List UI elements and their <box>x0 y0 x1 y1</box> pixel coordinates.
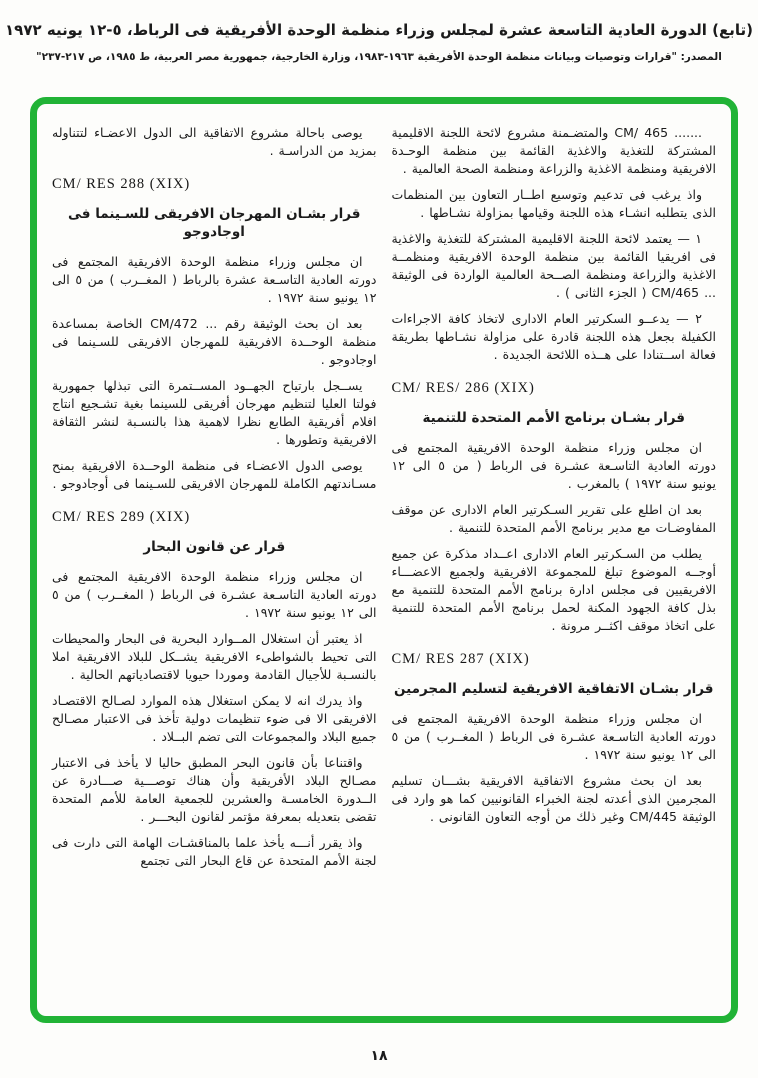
body-paragraph: واذ يقرر أنـــه يأخذ علما بالمناقشـات الهامة التى دارت فى لجنة الأمم المتحدة عن قاع البحار التى تجتمع <box>52 835 377 868</box>
resolution-title: قرار بشـان المهرجان الافريقى للسـينما فى اوجادوجو <box>68 206 361 240</box>
body-paragraph: واذ يدرك انه لا يمكن استغلال هذه الموارد لصـالح الاقتصـاد الافريقى الا فى ضوء تنظيمات دولية تأخذ فى الاعتبار مصـالح جميع البلاد والمجموعات التى تضم البــلاد . <box>52 693 377 744</box>
document-header <box>0 0 758 64</box>
resolution-code: CM/ RES 288 (XIX) <box>52 176 191 192</box>
document-header-title: (تابع) الدورة العادية التاسعة عشرة لمجلس وزراء منظمة الوحدة الأفريقية فى الرباط، ٥-١٢ يونيه ١٩٧٢ <box>5 21 753 39</box>
body-paragraph: ان مجلس وزراء منظمة الوحدة الافريقية المجتمع فى دورته العادية التاسـعة عشرة بالرباط ( المغــرب ) من ٥ الى ١٢ يونيو سنة ١٩٧٢ . <box>52 254 377 305</box>
resolution-code: CM/ RES/ 286 (XIX) <box>391 380 535 396</box>
document-header-source: المصدر: "قرارات وتوصيات وبيانات منظمة الوحدة الأفريقية ١٩٦٣-١٩٨٣، وزارة الخارجية، جمهورية مصر العربية، ط ١٩٨٥، ص ٢١٧-٢٣٧" <box>36 51 722 63</box>
body-paragraph: ان مجلس وزراء منظمة الوحدة الافريقية المجتمع فى دورته العادية التاسـعة عشـرة فى الرباط ( المغــرب ) من ٥ الى ١٢ يونيو سنة ١٩٧٢ . <box>391 711 716 762</box>
body-paragraph: بعد ان بحث الوثيقة رقم ... CM/472 الخاصة بمساعدة منظمة الوحــدة الافريقية للمهرجان الافريقى للسـينما فى اوجادوجو . <box>52 316 377 367</box>
body-paragraph: واقتناعا بأن قانون البحر المطبق حاليا لا يأخذ فى الاعتبار مصـالح البلاد الأفريقية وأن هناك توصـــية صـــادرة عن الــدورة الخامسـة والعشرين للجمعية العامة للأمم المتحدة تقضى بتعديله بمعرفة مؤتمر لقانون البحـــر . <box>52 755 377 824</box>
resolution-title: قرار عن قانون البحار <box>143 539 286 555</box>
resolution-code: CM/ RES 289 (XIX) <box>52 509 191 525</box>
body-paragraph: بعد ان اطلع على تقرير السـكرتير العام الادارى عن موقف المفاوضـات مع مدير برنامج الأمم المتحدة للتنمية . <box>391 502 716 535</box>
body-paragraph: يطلب من السـكرتير العام الادارى اعــداد مذكرة عن جميع أوجــه الموضوع تبلغ للمجموعة الافريقية ولجميع الاعضـــاء الافريقيين فى مجلس ادارة برنامج الأمم المتحدة للتنمية مع بذل كافة الجهود المكنة لحمل برنامج الأمم المتحدة للتنمية على اتخاذ موقف اكثــر مرونة . <box>391 546 716 633</box>
column-right <box>392 124 717 1008</box>
page-number: ١٨ <box>370 1048 388 1064</box>
resolution-code: CM/ RES 287 (XIX) <box>391 651 530 667</box>
body-paragraph: بعد ان بحث مشروع الاتفاقية الافريقية بشـــان تسليم المجرمين الذى أعدته لجنة الخبراء القانونيين كما هو وارد فى الوثيقة CM/445 وغير ذلك من أوجه التعاون القانونى . <box>391 773 716 824</box>
body-paragraph: يســجل بارتياح الجهــود المســتمرة التى تبذلها جمهورية فولتا العليا لتنظيم مهرجان أفريقى للسينما بغية تشـجيع انتاج افلام أفريقية الطابع نظرا لاهمية هذا بالنسـبة لنشر الثقافة الافريقية وتطورها . <box>52 378 377 447</box>
body-paragraph: ٢ — يدعــو السكرتير العام الادارى لاتخاذ كافة الاجراءات الكفيلة بجعل هذه اللجنة قادرة على مزاولة نشـاطها بطريقة فعالة اســتنادا على هــذه اللائحة الجديدة . <box>391 311 716 362</box>
body-paragraph: ١ — يعتمد لائحة اللجنة الاقليمية المشتركة للتغذية والاغذية فى افريقيا القائمة بين منظمة الوحدة الافريقية ومنظمــة الاغذية والزراعة ومنظمة الصــحة العالمية الواردة فى الوثيقة ... CM/465 ( الجزء الثانى ) . <box>391 231 716 300</box>
resolution-title: قرار بشـان برنامج الأمم المتحدة للتنمية <box>422 410 686 426</box>
resolution-title: قرار بشـان الاتفاقية الافريقية لتسليم المجرمين <box>394 681 714 697</box>
green-border-frame <box>30 97 738 1023</box>
body-paragraph: اذ يعتبر أن استغلال المــوارد البحرية فى البحار والمحيطات التى تحيط بالشواطىء الافريقية يشــكل للبلاد الافريقية املا بالنسـبة للأجيال القادمة وموردا حيويا لاقتصادياتهم الحالية . <box>52 631 377 682</box>
body-paragraph: يوصى باحالة مشروع الاتفاقية الى الدول الاعضـاء لتتناوله بمزيد من الدراسـة . <box>52 125 377 158</box>
body-paragraph: يوصى الدول الاعضـاء فى منظمة الوحــدة الافريقية بمنح مسـاندتهم الكاملة للمهرجان الافريقى للسـينما فى أوجادوجو . <box>52 458 377 491</box>
body-paragraph: ان مجلس وزراء منظمة الوحدة الافريقية المجتمع فى دورته العادية التاسـعة عشـرة فى الرباط ( المغــرب ) من ٥ الى ١٢ يونيو سنة ١٩٧٢ . <box>52 569 377 620</box>
body-paragraph: واذ يرغب فى تدعيم وتوسيع اطــار التعاون بين المنظمات الذى يتطلبه انشـاء هذه اللجنة وقيامها بمزاولة نشـاطها . <box>391 187 716 220</box>
column-left <box>52 124 377 1008</box>
body-paragraph: ان مجلس وزراء منظمة الوحدة الافريقية المجتمع فى دورته العادية التاسـعة عشـرة فى الرباط ( من ٥ الى ١٢ يونيو سنة ١٩٧٢ ) بالمغرب . <box>391 440 716 491</box>
body-paragraph: ....... CM/ 465 والمتضـمنة مشروع لائحة اللجنة الاقليمية المشتركة للتغذية والاغذية القائمة بين منظمة الوحـدة الافريقية ومنظمة الاغذية والزراعة ومنظمة الصحة العالمية . <box>391 125 716 176</box>
